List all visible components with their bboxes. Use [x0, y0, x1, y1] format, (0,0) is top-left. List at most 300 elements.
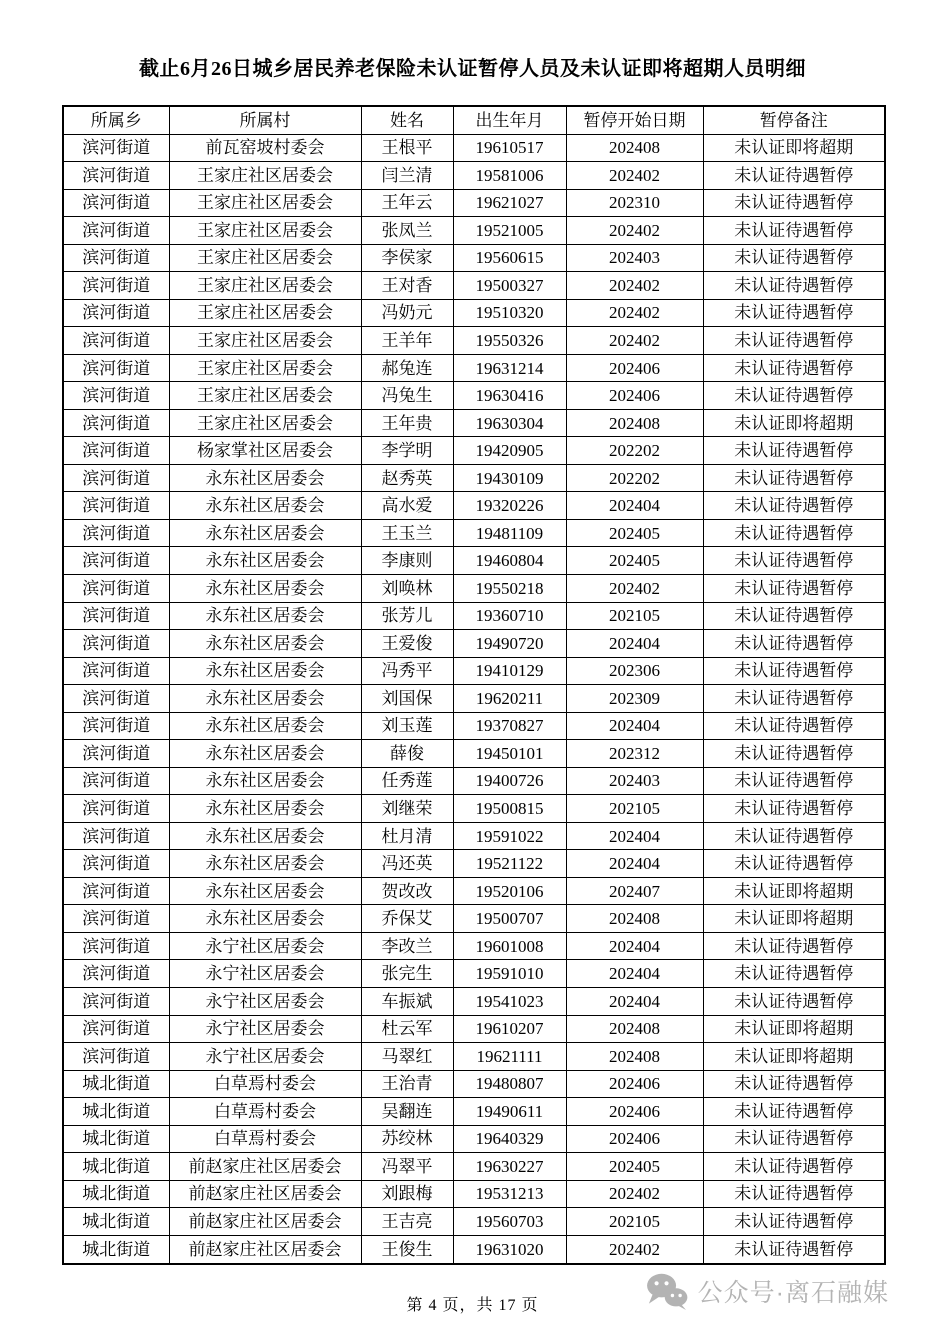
header-suspension-start: 暂停开始日期	[566, 106, 703, 134]
suspension-roster-table	[62, 105, 886, 1265]
table-cell: 202404	[566, 987, 703, 1015]
table-cell: 19430109	[453, 464, 566, 492]
table-cell: 未认证待遇暂停	[703, 795, 885, 823]
table-cell: 滨河街道	[63, 1015, 169, 1043]
table-cell: 城北街道	[63, 1153, 169, 1181]
table-row	[63, 905, 885, 933]
table-cell: 未认证即将超期	[703, 1015, 885, 1043]
table-cell: 滨河街道	[63, 519, 169, 547]
table-cell: 永东社区居委会	[169, 712, 361, 740]
table-cell: 李侯家	[361, 244, 453, 272]
table-header-row	[63, 106, 885, 134]
table-cell: 202404	[566, 712, 703, 740]
table-row	[63, 1070, 885, 1098]
table-cell: 刘继荣	[361, 795, 453, 823]
table-cell: 白草焉村委会	[169, 1098, 361, 1126]
table-cell: 张芳儿	[361, 602, 453, 630]
table-row	[63, 987, 885, 1015]
table-cell: 202312	[566, 740, 703, 768]
table-cell: 19581006	[453, 162, 566, 190]
table-cell: 202406	[566, 1070, 703, 1098]
table-cell: 高水爱	[361, 492, 453, 520]
table-cell: 202402	[566, 299, 703, 327]
table-row	[63, 327, 885, 355]
table-row	[63, 299, 885, 327]
table-cell: 王家庄社区居委会	[169, 354, 361, 382]
table-cell: 未认证待遇暂停	[703, 519, 885, 547]
table-cell: 19521005	[453, 217, 566, 245]
table-cell: 19520106	[453, 877, 566, 905]
table-cell: 刘玉莲	[361, 712, 453, 740]
table-row	[63, 437, 885, 465]
table-cell: 吴翻连	[361, 1098, 453, 1126]
table-row	[63, 1153, 885, 1181]
table-cell: 任秀莲	[361, 767, 453, 795]
table-row	[63, 850, 885, 878]
table-cell: 冯兔生	[361, 382, 453, 410]
table-cell: 王家庄社区居委会	[169, 299, 361, 327]
table-cell: 杜月清	[361, 822, 453, 850]
table-cell: 未认证待遇暂停	[703, 740, 885, 768]
table-cell: 王俊生	[361, 1235, 453, 1264]
table-cell: 王对香	[361, 272, 453, 300]
table-cell: 未认证待遇暂停	[703, 437, 885, 465]
table-cell: 19360710	[453, 602, 566, 630]
table-cell: 永东社区居委会	[169, 602, 361, 630]
table-cell: 202406	[566, 354, 703, 382]
table-row	[63, 1098, 885, 1126]
table-row	[63, 464, 885, 492]
table-cell: 赵秀英	[361, 464, 453, 492]
table-cell: 未认证即将超期	[703, 1043, 885, 1071]
table-cell: 未认证待遇暂停	[703, 189, 885, 217]
table-cell: 19500707	[453, 905, 566, 933]
table-row	[63, 189, 885, 217]
table-row	[63, 575, 885, 603]
table-row	[63, 382, 885, 410]
table-row	[63, 1235, 885, 1264]
table-cell: 滨河街道	[63, 327, 169, 355]
table-cell: 王家庄社区居委会	[169, 217, 361, 245]
table-cell: 未认证即将超期	[703, 877, 885, 905]
table-cell: 未认证待遇暂停	[703, 217, 885, 245]
table-cell: 202402	[566, 272, 703, 300]
table-cell: 永东社区居委会	[169, 630, 361, 658]
table-cell: 王家庄社区居委会	[169, 382, 361, 410]
table-row	[63, 795, 885, 823]
table-cell: 未认证待遇暂停	[703, 850, 885, 878]
table-cell: 19480807	[453, 1070, 566, 1098]
table-row	[63, 767, 885, 795]
table-row	[63, 1015, 885, 1043]
table-cell: 19450101	[453, 740, 566, 768]
table-cell: 202408	[566, 1015, 703, 1043]
table-cell: 19521122	[453, 850, 566, 878]
table-cell: 杜云军	[361, 1015, 453, 1043]
table-cell: 滨河街道	[63, 795, 169, 823]
table-cell: 永东社区居委会	[169, 685, 361, 713]
table-cell: 王玉兰	[361, 519, 453, 547]
table-row	[63, 272, 885, 300]
watermark	[645, 1272, 889, 1310]
table-row	[63, 960, 885, 988]
table-cell: 王羊年	[361, 327, 453, 355]
table-cell: 未认证即将超期	[703, 134, 885, 162]
table-cell: 王家庄社区居委会	[169, 162, 361, 190]
table-cell: 前赵家庄社区居委会	[169, 1235, 361, 1264]
table-cell: 19591010	[453, 960, 566, 988]
table-cell: 19640329	[453, 1125, 566, 1153]
table-cell: 滨河街道	[63, 657, 169, 685]
table-cell: 永东社区居委会	[169, 492, 361, 520]
table-cell: 19481109	[453, 519, 566, 547]
table-cell: 刘跟梅	[361, 1180, 453, 1208]
table-cell: 王家庄社区居委会	[169, 409, 361, 437]
table-cell: 19610207	[453, 1015, 566, 1043]
table-cell: 未认证待遇暂停	[703, 932, 885, 960]
table-cell: 202408	[566, 1043, 703, 1071]
table-cell: 19420905	[453, 437, 566, 465]
table-cell: 未认证待遇暂停	[703, 547, 885, 575]
table-cell: 19591022	[453, 822, 566, 850]
table-cell: 滨河街道	[63, 740, 169, 768]
table-cell: 永宁社区居委会	[169, 932, 361, 960]
table-cell: 闫兰清	[361, 162, 453, 190]
table-cell: 王家庄社区居委会	[169, 272, 361, 300]
table-row	[63, 547, 885, 575]
table-row	[63, 492, 885, 520]
table-cell: 滨河街道	[63, 712, 169, 740]
table-cell: 202310	[566, 189, 703, 217]
table-cell: 未认证待遇暂停	[703, 464, 885, 492]
table-cell: 乔保艾	[361, 905, 453, 933]
header-village: 所属村	[169, 106, 361, 134]
table-cell: 202202	[566, 464, 703, 492]
table-cell: 永东社区居委会	[169, 795, 361, 823]
table-cell: 未认证待遇暂停	[703, 1180, 885, 1208]
table-cell: 未认证待遇暂停	[703, 1153, 885, 1181]
watermark-text: 公众号·离石融媒	[697, 1279, 889, 1307]
table-cell: 19621027	[453, 189, 566, 217]
table-cell: 永东社区居委会	[169, 905, 361, 933]
table-row	[63, 1125, 885, 1153]
table-cell: 202406	[566, 1098, 703, 1126]
table-cell: 滨河街道	[63, 1043, 169, 1071]
table-cell: 冯奶元	[361, 299, 453, 327]
table-cell: 19500327	[453, 272, 566, 300]
table-cell: 滨河街道	[63, 162, 169, 190]
table-cell: 王治青	[361, 1070, 453, 1098]
table-cell: 白草焉村委会	[169, 1125, 361, 1153]
table-cell: 未认证待遇暂停	[703, 987, 885, 1015]
table-cell: 李康则	[361, 547, 453, 575]
table-cell: 202404	[566, 960, 703, 988]
table-cell: 刘唤林	[361, 575, 453, 603]
table-cell: 滨河街道	[63, 437, 169, 465]
table-cell: 滨河街道	[63, 217, 169, 245]
table-cell: 19500815	[453, 795, 566, 823]
table-cell: 永东社区居委会	[169, 519, 361, 547]
table-row	[63, 602, 885, 630]
table-cell: 19490720	[453, 630, 566, 658]
table-row	[63, 685, 885, 713]
table-cell: 滨河街道	[63, 382, 169, 410]
table-cell: 202105	[566, 795, 703, 823]
table-row	[63, 409, 885, 437]
table-body	[63, 134, 885, 1264]
table-cell: 滨河街道	[63, 492, 169, 520]
table-cell: 202306	[566, 657, 703, 685]
table-cell: 19510320	[453, 299, 566, 327]
table-cell: 永东社区居委会	[169, 767, 361, 795]
table-cell: 未认证待遇暂停	[703, 272, 885, 300]
table-cell: 202402	[566, 327, 703, 355]
table-cell: 未认证待遇暂停	[703, 1070, 885, 1098]
table-cell: 202408	[566, 409, 703, 437]
table-cell: 滨河街道	[63, 767, 169, 795]
table-cell: 19560615	[453, 244, 566, 272]
table-cell: 未认证待遇暂停	[703, 354, 885, 382]
table-cell: 城北街道	[63, 1125, 169, 1153]
table-cell: 未认证即将超期	[703, 905, 885, 933]
table-cell: 未认证待遇暂停	[703, 492, 885, 520]
table-cell: 19541023	[453, 987, 566, 1015]
table-cell: 202403	[566, 244, 703, 272]
table-cell: 19410129	[453, 657, 566, 685]
table-row	[63, 244, 885, 272]
table-cell: 冯秀平	[361, 657, 453, 685]
table-cell: 前赵家庄社区居委会	[169, 1208, 361, 1236]
table-cell: 永宁社区居委会	[169, 1043, 361, 1071]
table-cell: 202402	[566, 1180, 703, 1208]
table-cell: 城北街道	[63, 1070, 169, 1098]
table-cell: 19630304	[453, 409, 566, 437]
table-cell: 城北街道	[63, 1098, 169, 1126]
header-birthdate: 出生年月	[453, 106, 566, 134]
table-cell: 张完生	[361, 960, 453, 988]
table-cell: 19490611	[453, 1098, 566, 1126]
table-row	[63, 1208, 885, 1236]
table-cell: 前赵家庄社区居委会	[169, 1153, 361, 1181]
table-cell: 永宁社区居委会	[169, 1015, 361, 1043]
wechat-icon	[645, 1272, 689, 1310]
table-cell: 车振斌	[361, 987, 453, 1015]
table-cell: 郝兔连	[361, 354, 453, 382]
table-cell: 滨河街道	[63, 960, 169, 988]
table-cell: 未认证待遇暂停	[703, 299, 885, 327]
table-cell: 202404	[566, 492, 703, 520]
header-name: 姓名	[361, 106, 453, 134]
table-cell: 未认证待遇暂停	[703, 960, 885, 988]
table-cell: 滨河街道	[63, 685, 169, 713]
table-cell: 202105	[566, 602, 703, 630]
header-township: 所属乡	[63, 106, 169, 134]
table-cell: 未认证待遇暂停	[703, 602, 885, 630]
table-cell: 未认证待遇暂停	[703, 382, 885, 410]
table-row	[63, 1180, 885, 1208]
table-cell: 未认证待遇暂停	[703, 685, 885, 713]
table-cell: 永宁社区居委会	[169, 960, 361, 988]
table-cell: 冯还英	[361, 850, 453, 878]
table-cell: 滨河街道	[63, 464, 169, 492]
table-cell: 202404	[566, 850, 703, 878]
table-cell: 杨家掌社区居委会	[169, 437, 361, 465]
table-row	[63, 519, 885, 547]
table-cell: 202202	[566, 437, 703, 465]
table-row	[63, 877, 885, 905]
table-cell: 202405	[566, 1153, 703, 1181]
table-cell: 永东社区居委会	[169, 822, 361, 850]
table-cell: 202404	[566, 630, 703, 658]
table-cell: 永东社区居委会	[169, 877, 361, 905]
table-row	[63, 630, 885, 658]
table-cell: 19320226	[453, 492, 566, 520]
table-cell: 19531213	[453, 1180, 566, 1208]
table-cell: 滨河街道	[63, 877, 169, 905]
table-cell: 滨河街道	[63, 244, 169, 272]
table-cell: 202402	[566, 575, 703, 603]
table-cell: 滨河街道	[63, 354, 169, 382]
table-cell: 19460804	[453, 547, 566, 575]
table-cell: 李改兰	[361, 932, 453, 960]
table-cell: 永东社区居委会	[169, 740, 361, 768]
table-cell: 滨河街道	[63, 299, 169, 327]
table-cell: 202408	[566, 905, 703, 933]
table-cell: 202406	[566, 382, 703, 410]
table-cell: 19601008	[453, 932, 566, 960]
table-cell: 王年贵	[361, 409, 453, 437]
table-cell: 滨河街道	[63, 987, 169, 1015]
table-cell: 李学明	[361, 437, 453, 465]
page-number: 第 4 页，共 17 页	[406, 1297, 539, 1314]
table-row	[63, 134, 885, 162]
table-cell: 冯翠平	[361, 1153, 453, 1181]
table-cell: 未认证待遇暂停	[703, 657, 885, 685]
table-cell: 未认证待遇暂停	[703, 1208, 885, 1236]
table-cell: 薛俊	[361, 740, 453, 768]
table-cell: 19631214	[453, 354, 566, 382]
table-cell: 202402	[566, 217, 703, 245]
table-cell: 未认证待遇暂停	[703, 712, 885, 740]
table-cell: 202405	[566, 547, 703, 575]
table-cell: 未认证待遇暂停	[703, 1125, 885, 1153]
table-cell: 未认证待遇暂停	[703, 244, 885, 272]
table-row	[63, 822, 885, 850]
table-cell: 19620211	[453, 685, 566, 713]
table-cell: 未认证待遇暂停	[703, 822, 885, 850]
table-cell: 滨河街道	[63, 134, 169, 162]
table-cell: 滨河街道	[63, 932, 169, 960]
table-row	[63, 354, 885, 382]
table-cell: 滨河街道	[63, 630, 169, 658]
table-cell: 19630416	[453, 382, 566, 410]
table-row	[63, 657, 885, 685]
table-cell: 202404	[566, 932, 703, 960]
table-cell: 滨河街道	[63, 905, 169, 933]
table-cell: 滨河街道	[63, 822, 169, 850]
table-cell: 202407	[566, 877, 703, 905]
table-row	[63, 712, 885, 740]
table-cell: 城北街道	[63, 1208, 169, 1236]
table-row	[63, 932, 885, 960]
table-cell: 19550218	[453, 575, 566, 603]
table-cell: 未认证待遇暂停	[703, 575, 885, 603]
table-row	[63, 217, 885, 245]
table-row	[63, 162, 885, 190]
table-cell: 王家庄社区居委会	[169, 327, 361, 355]
table-cell: 19630227	[453, 1153, 566, 1181]
table-cell: 未认证待遇暂停	[703, 1235, 885, 1264]
table-cell: 永东社区居委会	[169, 657, 361, 685]
table-cell: 前赵家庄社区居委会	[169, 1180, 361, 1208]
table-cell: 202404	[566, 822, 703, 850]
table-cell: 城北街道	[63, 1235, 169, 1264]
table-cell: 王家庄社区居委会	[169, 244, 361, 272]
table-cell: 贺改改	[361, 877, 453, 905]
table-cell: 滨河街道	[63, 850, 169, 878]
table-cell: 张凤兰	[361, 217, 453, 245]
table-cell: 永东社区居委会	[169, 464, 361, 492]
table-cell: 刘国保	[361, 685, 453, 713]
table-cell: 202405	[566, 519, 703, 547]
table-cell: 202402	[566, 162, 703, 190]
table-cell: 202408	[566, 134, 703, 162]
header-suspension-note: 暂停备注	[703, 106, 885, 134]
table-cell: 202309	[566, 685, 703, 713]
table-row	[63, 740, 885, 768]
table-cell: 19400726	[453, 767, 566, 795]
table-cell: 王爱俊	[361, 630, 453, 658]
table-cell: 王年云	[361, 189, 453, 217]
table-cell: 永宁社区居委会	[169, 987, 361, 1015]
table-cell: 未认证待遇暂停	[703, 767, 885, 795]
table-cell: 未认证待遇暂停	[703, 162, 885, 190]
table-cell: 未认证即将超期	[703, 409, 885, 437]
table-cell: 202105	[566, 1208, 703, 1236]
table-cell: 滨河街道	[63, 409, 169, 437]
table-cell: 滨河街道	[63, 272, 169, 300]
table-cell: 202402	[566, 1235, 703, 1264]
table-cell: 19550326	[453, 327, 566, 355]
table-cell: 未认证待遇暂停	[703, 630, 885, 658]
table-cell: 永东社区居委会	[169, 547, 361, 575]
table-cell: 19610517	[453, 134, 566, 162]
table-cell: 19370827	[453, 712, 566, 740]
table-cell: 19621111	[453, 1043, 566, 1071]
page-title: 截止6月26日城乡居民养老保险未认证暂停人员及未认证即将超期人员明细	[139, 58, 806, 80]
table-cell: 永东社区居委会	[169, 850, 361, 878]
table-cell: 白草焉村委会	[169, 1070, 361, 1098]
table-cell: 202406	[566, 1125, 703, 1153]
table-cell: 滨河街道	[63, 547, 169, 575]
table-cell: 城北街道	[63, 1180, 169, 1208]
table-cell: 滨河街道	[63, 602, 169, 630]
table-cell: 19560703	[453, 1208, 566, 1236]
table-cell: 王家庄社区居委会	[169, 189, 361, 217]
table-cell: 19631020	[453, 1235, 566, 1264]
table-cell: 王根平	[361, 134, 453, 162]
table-row	[63, 1043, 885, 1071]
table-cell: 滨河街道	[63, 189, 169, 217]
table-cell: 马翠红	[361, 1043, 453, 1071]
table-cell: 前瓦窑坡村委会	[169, 134, 361, 162]
table-cell: 未认证待遇暂停	[703, 1098, 885, 1126]
table-cell: 永东社区居委会	[169, 575, 361, 603]
table-cell: 202403	[566, 767, 703, 795]
table-cell: 滨河街道	[63, 575, 169, 603]
table-cell: 未认证待遇暂停	[703, 327, 885, 355]
table-cell: 苏绞林	[361, 1125, 453, 1153]
